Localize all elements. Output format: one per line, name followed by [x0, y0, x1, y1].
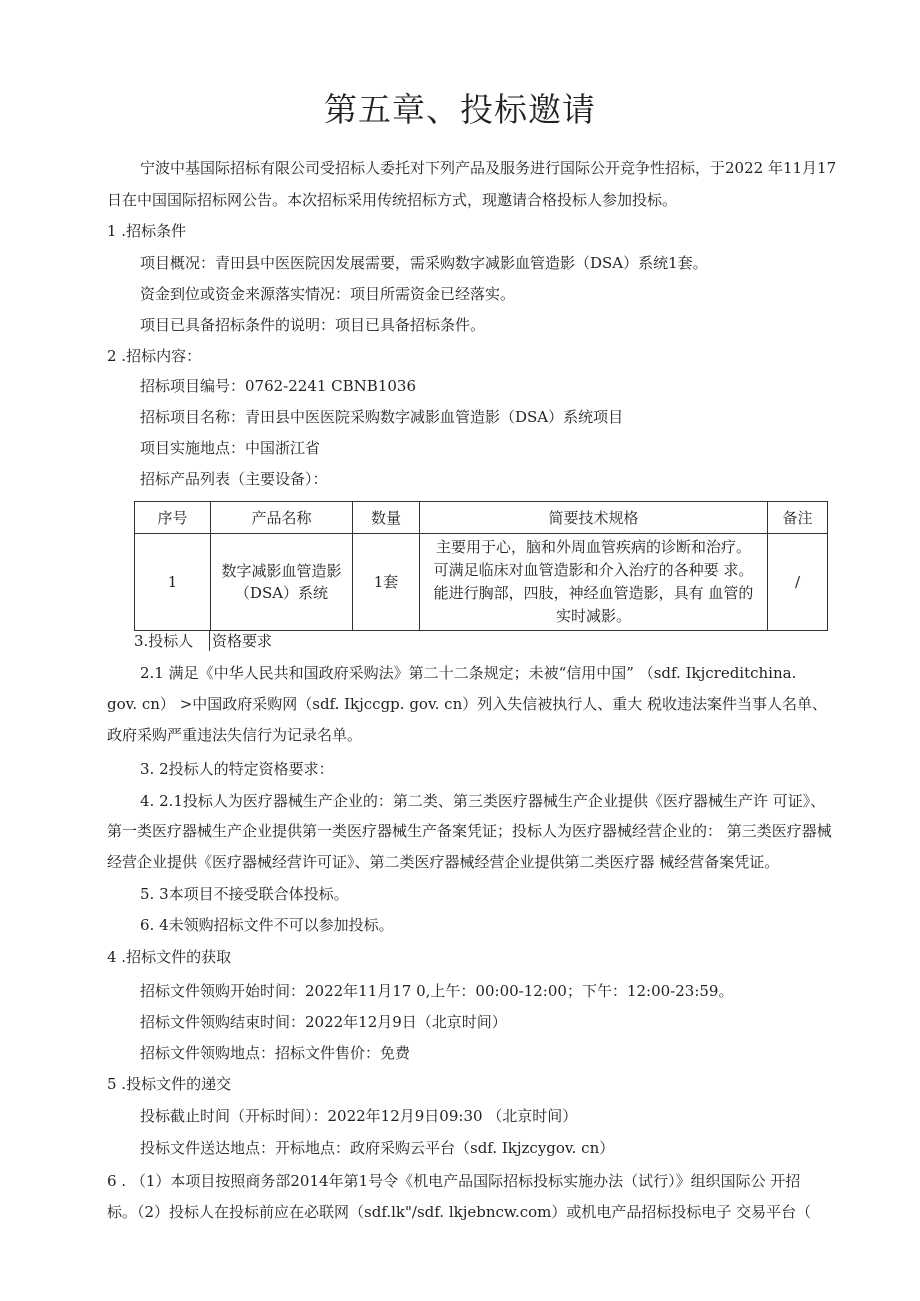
section-3-line: 6. 4未领购招标文件不可以参加投标。: [140, 916, 394, 934]
section-4-line: 招标文件领购结束时间：2022年12月9日（北京时间）: [140, 1013, 507, 1031]
section-4-heading: 4 .招标文件的获取: [107, 948, 232, 966]
section-2-heading: 2 .招标内容：: [107, 347, 202, 365]
section-3-line: 4. 2.1投标人为医疗器械生产企业的：第二类、第三类医疗器械生产企业提供《医疗器械生产许 可证》、: [140, 792, 826, 810]
header-cell: 序号: [135, 502, 211, 534]
section-6-line: 6 . （1）本项目按照商务部2014年第1号令《机电产品国际招标投标实施办法（试行）》组织国际公 开招: [107, 1172, 801, 1190]
intro-line-1: 宁波中基国际招标有限公司受招标人委托对下列产品及服务进行国际公开竞争性招标，于2022 年11月17: [140, 159, 837, 177]
cell-quantity: 1套: [353, 534, 420, 631]
page-title: 第五章、投标邀请: [324, 90, 596, 129]
table-row: [135, 534, 828, 631]
section-3-line: 政府采购严重违法失信行为记录名单。: [107, 726, 363, 744]
section-1-line: 项目概况：青田县中医医院因发展需要，需采购数字减影血管造影（DSA）系统1套。: [140, 254, 708, 272]
product-name-line: 数字减影血管造影: [221, 562, 342, 580]
section-5-heading: 5 .投标文件的递交: [107, 1075, 232, 1093]
section-2-line: 招标产品列表（主要设备）：: [140, 470, 328, 488]
header-cell: 简要技术规格: [420, 502, 768, 534]
header-cell: 备注: [768, 502, 828, 534]
section-3-line: gov. cn） >中国政府采购网（sdf. Ikjccgp. gov. cn）列入失信被执行人、重大 税收违法案件当事人名单、: [107, 695, 828, 713]
spec-line: 可满足临床对血管造影和介入治疗的各种要 求。: [433, 561, 754, 579]
spec-line: 能进行胸部，四肢，神经血管造影，具有 血管的: [433, 584, 754, 602]
section-3-line: 第一类医疗器械生产企业提供第一类医疗器械生产备案凭证；投标人为医疗器械经营企业的： 第三类医疗器械: [107, 822, 832, 840]
section-1-line: 资金到位或资金来源落实情况：项目所需资金已经落实。: [140, 285, 516, 303]
section-3-line: 2.1 满足《中华人民共和国政府采购法》第二十二条规定；未被“信用中国” （sdf. Ikjcreditchina.: [140, 664, 797, 682]
cell-product-name: [211, 534, 353, 631]
spec-line: 实时减影。: [555, 607, 631, 625]
section-3-line: 3. 2投标人的特定资格要求：: [140, 760, 334, 778]
product-table: [134, 501, 828, 631]
table-header-row: [135, 502, 828, 534]
product-name-line: （DSA）系统: [234, 584, 329, 602]
header-cell: 产品名称: [211, 502, 353, 534]
cell-remark: /: [768, 534, 828, 631]
section-2-line: 项目实施地点：中国浙江省: [140, 439, 321, 457]
header-cell: 数量: [353, 502, 420, 534]
intro-line-2: 日在中国国际招标网公告。本次招标采用传统招标方式，现邀请合格投标人参加投标。: [107, 191, 678, 209]
section-1-line: 项目已具备招标条件的说明：项目已具备招标条件。: [140, 316, 486, 334]
section-2-line: 招标项目编号：0762-2241 CBNB1036: [140, 377, 417, 395]
section-3-heading-a: 3.投标人: [134, 632, 194, 650]
section-3-line: 5. 3本项目不接受联合体投标。: [140, 885, 349, 903]
section-3-line: 经营企业提供《医疗器械经营许可证》、第二类医疗器械经营企业提供第二类医疗器 械经营备案凭证。: [107, 853, 780, 871]
section-4-line: 招标文件领购地点：招标文件售价：免费: [140, 1044, 411, 1062]
section-1-heading: 1 .招标条件: [107, 222, 187, 240]
section-5-line: 投标文件送达地点：开标地点：政府采购云平台（sdf. Ikjzcygov. cn）: [140, 1139, 615, 1157]
section-6-line: 标。（2）投标人在投标前应在必联网（sdf.lk"/sdf. lkjebncw.com）或机电产品招标投标电子 交易平台（: [107, 1203, 812, 1221]
section-5-line: 投标截止时间（开标时间）：2022年12月9日09:30 （北京时间）: [140, 1107, 578, 1125]
cell-spec: [420, 534, 768, 631]
spec-line: 主要用于心，脑和外周血管疾病的诊断和治疗。: [435, 538, 751, 556]
table-tail-divider: [209, 631, 210, 651]
section-4-line: 招标文件领购开始时间：2022年11月17 0,上午：00:00-12:00；下午：12:00-23:59。: [140, 982, 734, 1000]
cell-no: 1: [135, 534, 211, 631]
section-3-heading-b: 资格要求: [212, 632, 273, 650]
section-2-line: 招标项目名称：青田县中医医院采购数字减影血管造影（DSA）系统项目: [140, 408, 624, 426]
